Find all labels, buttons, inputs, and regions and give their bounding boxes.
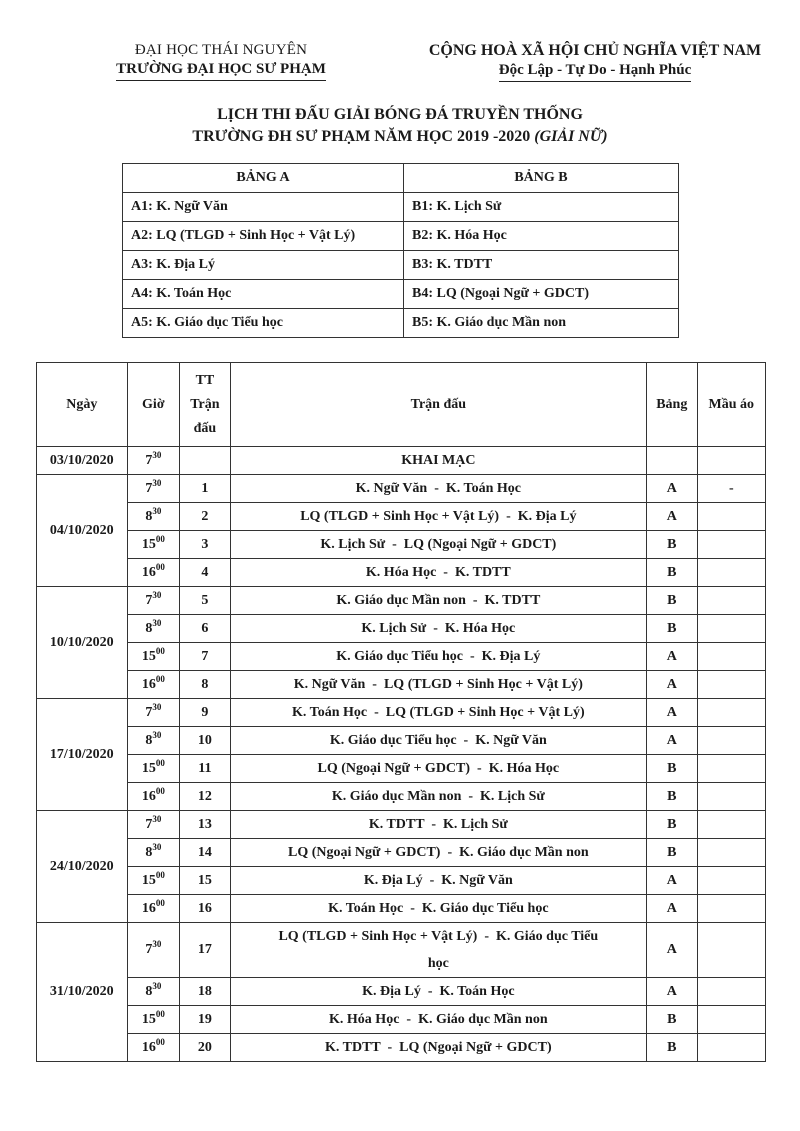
match-row [37, 615, 766, 643]
match-row [37, 839, 766, 867]
match-group: B [646, 755, 697, 783]
match-time [127, 503, 180, 531]
match-group: A [646, 867, 697, 895]
match-number: 15 [180, 867, 231, 895]
time-hour: 7 [145, 592, 153, 608]
match-shirt [697, 755, 765, 783]
time-hour: 7 [145, 816, 153, 832]
match-row [37, 671, 766, 699]
match-teams: K. Giáo dục Tiểu học - K. Ngữ Văn [230, 727, 646, 755]
time-hour: 16 [141, 788, 156, 804]
groups-body [123, 193, 679, 338]
match-teams: K. TDTT - K. Lịch Sử [230, 811, 646, 839]
match-group: B [646, 531, 697, 559]
schedule-body [37, 447, 766, 1062]
match-shirt [697, 1034, 765, 1062]
date-col-header: Ngày [37, 363, 128, 447]
match-shirt [697, 643, 765, 671]
time-minute: 30 [152, 477, 162, 488]
match-no-header-line1: TT [195, 372, 215, 388]
match-number: 12 [180, 783, 231, 811]
time-minute: 00 [155, 1036, 165, 1047]
match-row [37, 1006, 766, 1034]
match-number: 13 [180, 811, 231, 839]
time-minute: 30 [152, 449, 162, 460]
match-teams: K. Toán Học - K. Giáo dục Tiểu học [230, 895, 646, 923]
match-shirt [697, 531, 765, 559]
match-teams: LQ (TLGD + Sinh Học + Vật Lý) - K. Địa Lý [230, 503, 646, 531]
group-b-team: B3: K. TDTT [404, 251, 679, 280]
match-shirt [697, 447, 765, 475]
match-teams: K. Địa Lý - K. Toán Học [230, 978, 646, 1006]
time-hour: 7 [145, 480, 153, 496]
issuing-organization [96, 42, 346, 81]
match-time [127, 811, 180, 839]
parent-university: ĐẠI HỌC THÁI NGUYÊN [134, 42, 308, 58]
match-group: B [646, 615, 697, 643]
group-b-team: B4: LQ (Ngoại Ngữ + GDCT) [404, 280, 679, 309]
match-shirt [697, 615, 765, 643]
match-time [127, 587, 180, 615]
match-date: 04/10/2020 [37, 475, 128, 587]
match-teams: K. Toán Học - LQ (TLGD + Sinh Học + Vật Lý) [230, 699, 646, 727]
time-hour: 8 [145, 983, 153, 999]
match-time [127, 699, 180, 727]
match-teams: LQ (Ngoại Ngữ + GDCT) - K. Hóa Học [230, 755, 646, 783]
match-number: 7 [180, 643, 231, 671]
schedule-header-row [37, 363, 766, 447]
match-group: A [646, 923, 697, 978]
match-time [127, 783, 180, 811]
match-row [37, 755, 766, 783]
document-title [0, 104, 800, 148]
match-time [127, 867, 180, 895]
time-minute: 30 [152, 617, 162, 628]
group-a-team: A3: K. Địa Lý [123, 251, 404, 280]
time-minute: 00 [155, 785, 165, 796]
match-teams: K. Lịch Sử - K. Hóa Học [230, 615, 646, 643]
time-hour: 7 [145, 942, 153, 957]
time-hour: 15 [141, 872, 156, 888]
match-date: 03/10/2020 [37, 447, 128, 475]
match-shirt [697, 671, 765, 699]
match-number: 1 [180, 475, 231, 503]
match-shirt [697, 503, 765, 531]
match-time [127, 755, 180, 783]
match-number: 4 [180, 559, 231, 587]
time-hour: 16 [141, 900, 156, 916]
match-number: 11 [180, 755, 231, 783]
match-row [37, 978, 766, 1006]
match-row [37, 559, 766, 587]
match-number: 3 [180, 531, 231, 559]
match-number [180, 447, 231, 475]
match-shirt [697, 811, 765, 839]
match-shirt [697, 699, 765, 727]
match-teams: K. Ngữ Văn - K. Toán Học [230, 475, 646, 503]
match-time [127, 475, 180, 503]
match-teams: K. Lịch Sử - LQ (Ngoại Ngữ + GDCT) [230, 531, 646, 559]
groups-row [123, 222, 679, 251]
national-motto [410, 42, 780, 82]
match-number: 5 [180, 587, 231, 615]
match-shirt [697, 783, 765, 811]
match-number: 6 [180, 615, 231, 643]
match-teams: K. Hóa Học - K. Giáo dục Mần non [230, 1006, 646, 1034]
match-row [37, 727, 766, 755]
match-time [127, 447, 180, 475]
groups-row [123, 193, 679, 222]
time-minute: 00 [155, 561, 165, 572]
match-shirt: - [697, 475, 765, 503]
match-shirt [697, 867, 765, 895]
time-minute: 30 [152, 505, 162, 516]
group-b-team: B5: K. Giáo dục Mần non [404, 309, 679, 338]
group-b-header: BẢNG B [404, 164, 679, 193]
time-minute: 00 [155, 533, 165, 544]
match-shirt [697, 1006, 765, 1034]
groups-header-row [123, 164, 679, 193]
time-minute: 30 [152, 980, 162, 991]
group-a-team: A4: K. Toán Học [123, 280, 404, 309]
group-col-header: Bảng [646, 363, 697, 447]
match-teams: K. Giáo dục Tiểu học - K. Địa Lý [230, 643, 646, 671]
time-hour: 8 [145, 620, 153, 636]
time-hour: 16 [141, 1039, 156, 1055]
groups-row [123, 251, 679, 280]
match-time [127, 839, 180, 867]
title-line2-main: TRƯỜNG ĐH SƯ PHẠM NĂM HỌC 2019 -2020 [192, 128, 531, 145]
groups-row [123, 280, 679, 309]
opening-label: KHAI MẠC [230, 447, 646, 475]
time-hour: 15 [141, 648, 156, 664]
match-date: 17/10/2020 [37, 699, 128, 811]
match-row [37, 475, 766, 503]
match-shirt [697, 727, 765, 755]
time-minute: 00 [155, 897, 165, 908]
match-group: A [646, 643, 697, 671]
schedule-table [36, 362, 766, 1062]
match-group: A [646, 727, 697, 755]
match-group: A [646, 895, 697, 923]
match-row [37, 531, 766, 559]
match-shirt [697, 587, 765, 615]
match-date: 31/10/2020 [37, 923, 128, 1062]
time-hour: 15 [141, 760, 156, 776]
group-a-team: A1: K. Ngữ Văn [123, 193, 404, 222]
match-row [37, 503, 766, 531]
time-minute: 00 [155, 757, 165, 768]
match-teams: K. Địa Lý - K. Ngữ Văn [230, 867, 646, 895]
match-group: B [646, 839, 697, 867]
match-time [127, 895, 180, 923]
time-col-header: Giờ [127, 363, 180, 447]
match-time [127, 615, 180, 643]
match-time [127, 531, 180, 559]
match-no-header-line3: đấu [193, 420, 217, 436]
match-group: B [646, 783, 697, 811]
match-group: B [646, 811, 697, 839]
match-row [37, 699, 766, 727]
match-no-col-header [180, 363, 231, 447]
school-name: TRƯỜNG ĐẠI HỌC SƯ PHẠM [116, 61, 326, 81]
match-number: 14 [180, 839, 231, 867]
match-group: B [646, 559, 697, 587]
match-shirt [697, 559, 765, 587]
match-group: B [646, 1006, 697, 1034]
time-hour: 15 [141, 536, 156, 552]
time-hour: 16 [141, 564, 156, 580]
time-minute: 00 [155, 869, 165, 880]
match-time [127, 1006, 180, 1034]
country-name: CỘNG HOÀ XÃ HỘI CHỦ NGHĨA VIỆT NAM [428, 42, 762, 59]
match-number: 9 [180, 699, 231, 727]
title-line2-italic: (GIẢI NỮ) [534, 128, 608, 145]
match-teams: K. Giáo dục Mần non - K. TDTT [230, 587, 646, 615]
group-b-team: B1: K. Lịch Sử [404, 193, 679, 222]
match-number: 17 [180, 923, 231, 978]
match-shirt [697, 923, 765, 978]
title-line2 [0, 126, 800, 148]
time-hour: 8 [145, 732, 153, 748]
match-time [127, 643, 180, 671]
match-row [37, 643, 766, 671]
match-time [127, 727, 180, 755]
match-group: B [646, 587, 697, 615]
match-shirt [697, 839, 765, 867]
match-group: A [646, 475, 697, 503]
match-teams: K. Giáo dục Mần non - K. Lịch Sử [230, 783, 646, 811]
time-minute: 30 [152, 729, 162, 740]
time-minute: 00 [155, 673, 165, 684]
shirt-col-header: Mầu áo [697, 363, 765, 447]
match-shirt [697, 978, 765, 1006]
groups-row [123, 309, 679, 338]
match-col-header: Trận đấu [230, 363, 646, 447]
match-number: 16 [180, 895, 231, 923]
match-date: 24/10/2020 [37, 811, 128, 923]
time-hour: 8 [145, 844, 153, 860]
group-a-header: BẢNG A [123, 164, 404, 193]
match-row [37, 811, 766, 839]
group-a-team: A5: K. Giáo dục Tiểu học [123, 309, 404, 338]
time-hour: 15 [141, 1011, 156, 1027]
match-time [127, 923, 180, 978]
groups-table [122, 163, 679, 338]
match-number: 10 [180, 727, 231, 755]
match-time [127, 978, 180, 1006]
time-hour: 16 [141, 676, 156, 692]
match-number: 18 [180, 978, 231, 1006]
time-minute: 00 [155, 645, 165, 656]
match-number: 19 [180, 1006, 231, 1034]
time-minute: 30 [152, 701, 162, 712]
time-hour: 8 [145, 508, 153, 524]
match-shirt [697, 895, 765, 923]
match-row [37, 1034, 766, 1062]
time-minute: 00 [155, 1008, 165, 1019]
match-group: A [646, 978, 697, 1006]
time-minute: 30 [152, 939, 162, 949]
time-hour: 7 [145, 704, 153, 720]
opening-row [37, 447, 766, 475]
match-teams: K. Hóa Học - K. TDTT [230, 559, 646, 587]
match-row [37, 587, 766, 615]
group-a-team: A2: LQ (TLGD + Sinh Học + Vật Lý) [123, 222, 404, 251]
match-time [127, 1034, 180, 1062]
time-minute: 30 [152, 813, 162, 824]
time-hour: 7 [145, 452, 153, 468]
match-group [646, 447, 697, 475]
group-b-team: B2: K. Hóa Học [404, 222, 679, 251]
match-time [127, 559, 180, 587]
match-teams: K. Ngữ Văn - LQ (TLGD + Sinh Học + Vật Lý) [230, 671, 646, 699]
time-minute: 30 [152, 841, 162, 852]
match-number: 20 [180, 1034, 231, 1062]
match-teams: K. TDTT - LQ (Ngoại Ngữ + GDCT) [230, 1034, 646, 1062]
match-date: 10/10/2020 [37, 587, 128, 699]
match-number: 8 [180, 671, 231, 699]
match-teams: LQ (TLGD + Sinh Học + Vật Lý) - K. Giáo dục Tiểu học [230, 923, 646, 978]
match-group: A [646, 671, 697, 699]
match-number: 2 [180, 503, 231, 531]
time-minute: 30 [152, 589, 162, 600]
match-group: B [646, 1034, 697, 1062]
match-teams: LQ (Ngoại Ngữ + GDCT) - K. Giáo dục Mần non [230, 839, 646, 867]
match-row [37, 867, 766, 895]
match-row [37, 923, 766, 978]
title-line1: LỊCH THI ĐẤU GIẢI BÓNG ĐÁ TRUYỀN THỐNG [217, 106, 583, 123]
match-row [37, 783, 766, 811]
match-no-header-line2: Trận [190, 396, 220, 412]
match-time [127, 671, 180, 699]
match-row [37, 895, 766, 923]
match-group: A [646, 699, 697, 727]
motto: Độc Lập - Tự Do - Hạnh Phúc [499, 62, 692, 82]
match-group: A [646, 503, 697, 531]
